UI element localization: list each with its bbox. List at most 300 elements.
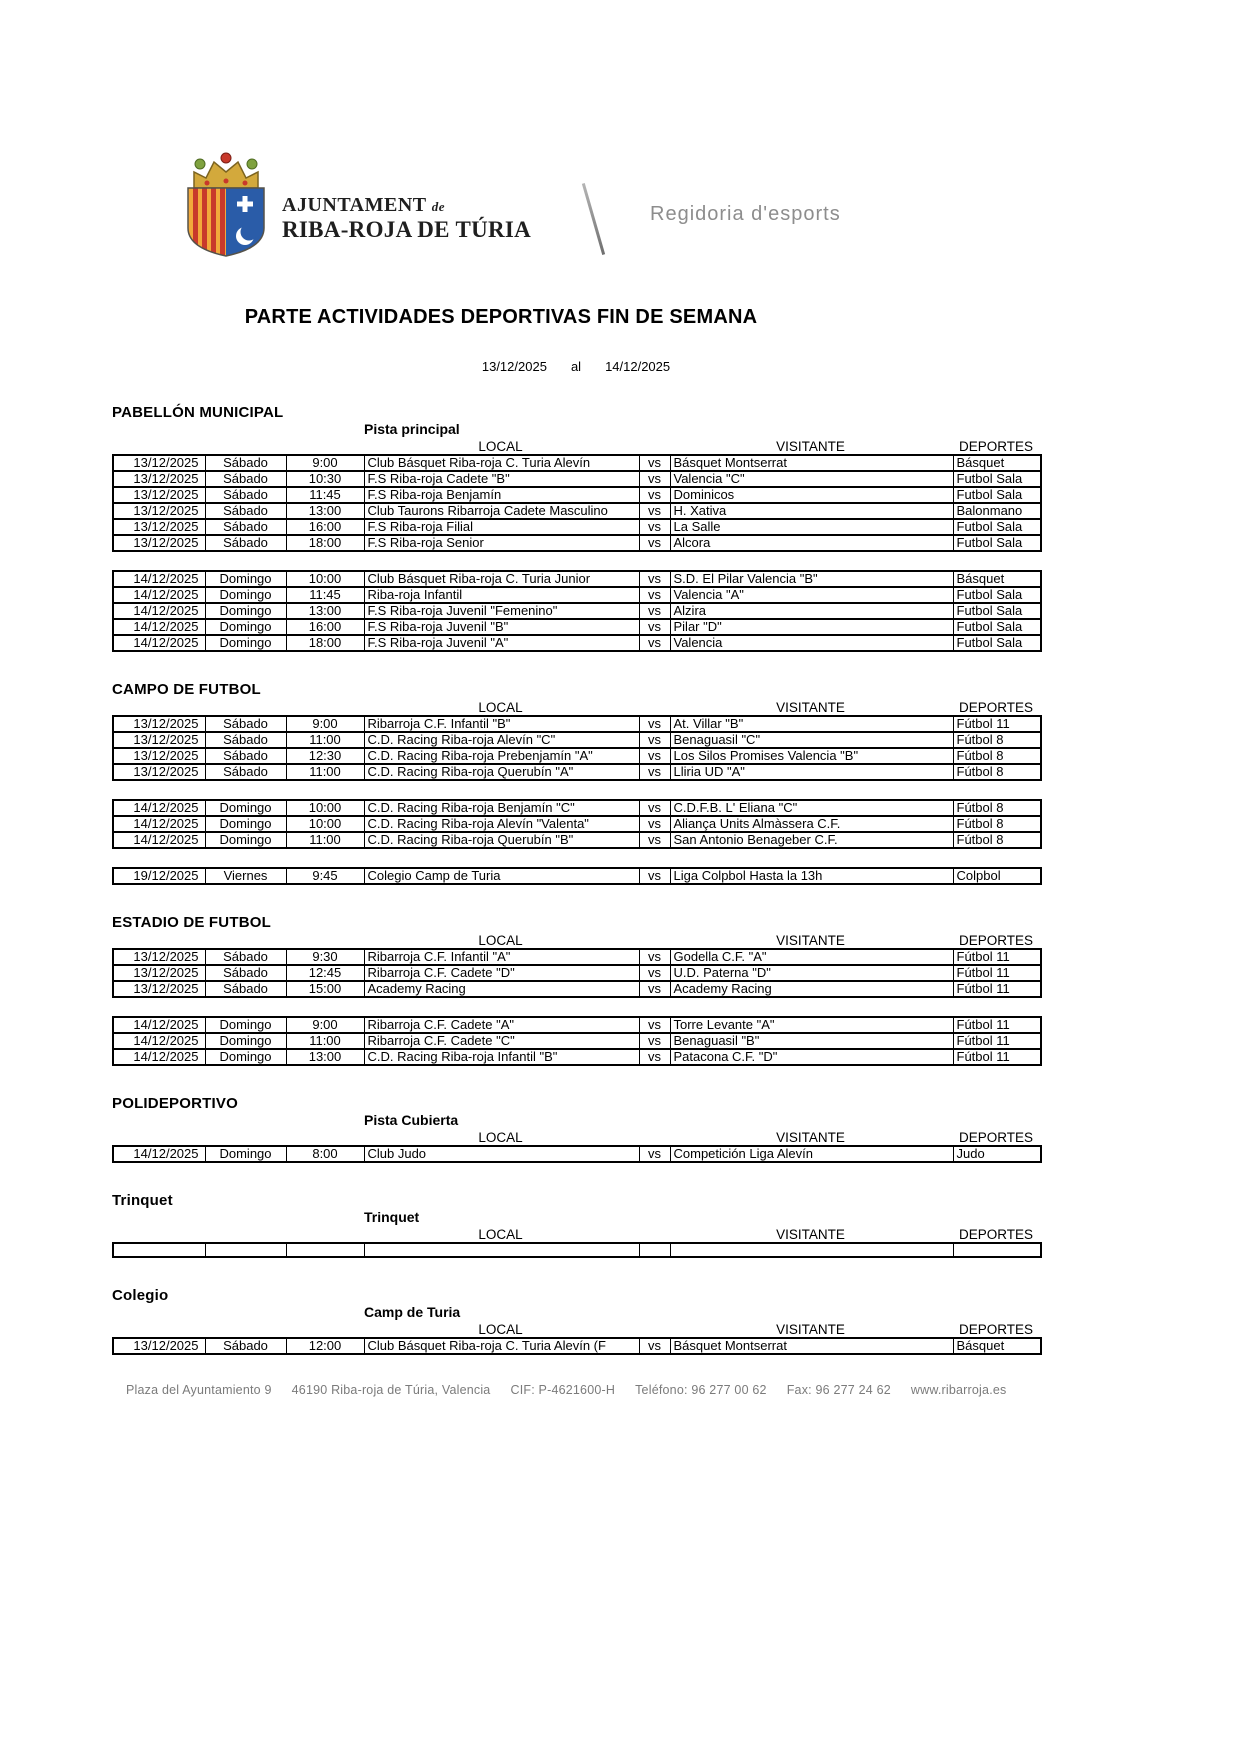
cell-visitante: Lliria UD "A" bbox=[670, 764, 953, 780]
head-table bbox=[112, 437, 1040, 454]
cell-date: 13/12/2025 bbox=[113, 965, 205, 981]
cell-local: F.S Riba-roja Juvenil "Femenino" bbox=[364, 603, 639, 619]
grid-table bbox=[112, 570, 1042, 652]
table-row bbox=[113, 503, 1041, 519]
section bbox=[112, 682, 1040, 885]
page-title: PARTE ACTIVIDADES DEPORTIVAS FIN DE SEMANA bbox=[244, 306, 758, 328]
cell-time: 13:00 bbox=[286, 1049, 364, 1065]
cell-time: 9:00 bbox=[286, 455, 364, 471]
column-header-visitante: VISITANTE bbox=[776, 933, 845, 948]
cell-date: 13/12/2025 bbox=[113, 519, 205, 535]
cell-local: Club Básquet Riba-roja C. Turia Alevín (F bbox=[364, 1338, 639, 1354]
table-row bbox=[113, 603, 1041, 619]
cell-vs: vs bbox=[639, 487, 670, 503]
grid-table bbox=[112, 1016, 1042, 1066]
grid-table bbox=[112, 799, 1042, 849]
cell-visitante: H. Xativa bbox=[670, 503, 953, 519]
section-subtitle: Pista principal bbox=[364, 421, 460, 437]
section bbox=[112, 1096, 1040, 1163]
cell-vs: vs bbox=[639, 1017, 670, 1033]
cell-local: Club Básquet Riba-roja C. Turia Junior bbox=[364, 571, 639, 587]
cell-day: Sábado bbox=[205, 519, 286, 535]
cell-local: C.D. Racing Riba-roja Infantil "B" bbox=[364, 1049, 639, 1065]
section-title: Colegio bbox=[112, 1287, 169, 1304]
section-title: Trinquet bbox=[112, 1192, 173, 1209]
section bbox=[112, 1288, 1040, 1355]
cell-date: 13/12/2025 bbox=[113, 716, 205, 732]
cell-time: 11:45 bbox=[286, 587, 364, 603]
cell-visitante: La Salle bbox=[670, 519, 953, 535]
column-header-spacer bbox=[638, 1320, 669, 1337]
footer bbox=[126, 1383, 1086, 1397]
cell-time: 9:45 bbox=[286, 868, 364, 884]
cell-vs: vs bbox=[639, 748, 670, 764]
cell-date bbox=[113, 1243, 205, 1257]
table-row bbox=[113, 832, 1041, 848]
cell-visitante: C.D.F.B. L' Eliana "C" bbox=[670, 800, 953, 816]
cell-visitante: Benaguasil "B" bbox=[670, 1033, 953, 1049]
table-row bbox=[113, 816, 1041, 832]
cell-date: 14/12/2025 bbox=[113, 832, 205, 848]
cell-date: 13/12/2025 bbox=[113, 487, 205, 503]
cell-local: F.S Riba-roja Filial bbox=[364, 519, 639, 535]
cell-visitante: Valencia "A" bbox=[670, 587, 953, 603]
cell-vs: vs bbox=[639, 455, 670, 471]
cell-date: 14/12/2025 bbox=[113, 1033, 205, 1049]
cell-deporte: Básquet bbox=[953, 571, 1041, 587]
cell-day: Domingo bbox=[205, 800, 286, 816]
column-header-spacer bbox=[638, 1225, 669, 1242]
footer-cif: CIF: P-4621600-H bbox=[510, 1383, 616, 1397]
grid-table bbox=[112, 1145, 1042, 1163]
cell-deporte: Futbol Sala bbox=[953, 535, 1041, 551]
table-row bbox=[113, 1017, 1041, 1033]
org-line1: AJUNTAMENT bbox=[282, 194, 427, 216]
cell-vs: vs bbox=[639, 965, 670, 981]
cell-date: 14/12/2025 bbox=[113, 603, 205, 619]
column-header-local: LOCAL bbox=[478, 439, 523, 454]
table-row bbox=[113, 716, 1041, 732]
cell-deporte: Fútbol 11 bbox=[953, 981, 1041, 997]
date-from: 13/12/2025 bbox=[481, 359, 547, 374]
cell-deporte: Judo bbox=[953, 1146, 1041, 1162]
cell-visitante: Godella C.F. "A" bbox=[670, 949, 953, 965]
cell-vs: vs bbox=[639, 1049, 670, 1065]
column-header-spacer bbox=[112, 1128, 204, 1145]
table-row bbox=[113, 965, 1041, 981]
cell-visitante: Pilar "D" bbox=[670, 619, 953, 635]
column-header-deportes: DEPORTES bbox=[958, 1130, 1034, 1145]
cell-vs: vs bbox=[639, 571, 670, 587]
cell-date: 13/12/2025 bbox=[113, 732, 205, 748]
date-range bbox=[112, 359, 1040, 375]
cell-deporte: Futbol Sala bbox=[953, 635, 1041, 651]
cell-visitante: Valencia bbox=[670, 635, 953, 651]
head-table bbox=[112, 1128, 1040, 1145]
cell-time: 11:00 bbox=[286, 764, 364, 780]
column-header-deportes: DEPORTES bbox=[958, 700, 1034, 715]
cell-visitante: Alzira bbox=[670, 603, 953, 619]
cell-day: Viernes bbox=[205, 868, 286, 884]
column-header-visitante: VISITANTE bbox=[776, 700, 845, 715]
column-header-local: LOCAL bbox=[478, 1130, 523, 1145]
cell-day: Domingo bbox=[205, 1033, 286, 1049]
head-table bbox=[112, 931, 1040, 948]
cell-local: F.S Riba-roja Benjamín bbox=[364, 487, 639, 503]
cell-day: Domingo bbox=[205, 832, 286, 848]
column-header-deportes: DEPORTES bbox=[958, 439, 1034, 454]
cell-deporte: Fútbol 11 bbox=[953, 1049, 1041, 1065]
cell-deporte: Futbol Sala bbox=[953, 471, 1041, 487]
column-header-spacer bbox=[638, 698, 669, 715]
column-header-local: LOCAL bbox=[478, 1322, 523, 1337]
cell-date: 14/12/2025 bbox=[113, 619, 205, 635]
table-row bbox=[113, 748, 1041, 764]
grid-table bbox=[112, 948, 1042, 998]
footer-fax: Fax: 96 277 24 62 bbox=[786, 1383, 891, 1397]
cell-date: 13/12/2025 bbox=[113, 535, 205, 551]
cell-time: 18:00 bbox=[286, 535, 364, 551]
cell-local: Ribarroja C.F. Infantil "B" bbox=[364, 716, 639, 732]
cell-vs: vs bbox=[639, 1338, 670, 1354]
column-header-spacer bbox=[638, 437, 669, 454]
grid-table bbox=[112, 454, 1042, 552]
cell-time: 9:00 bbox=[286, 1017, 364, 1033]
grid-table bbox=[112, 1337, 1042, 1355]
cell-date: 13/12/2025 bbox=[113, 471, 205, 487]
cell-day: Sábado bbox=[205, 965, 286, 981]
cell-local: Colegio Camp de Turia bbox=[364, 868, 639, 884]
cell-date: 14/12/2025 bbox=[113, 635, 205, 651]
org-line2: RIBA-ROJA DE TÚRIA bbox=[282, 217, 532, 242]
cell-date: 13/12/2025 bbox=[113, 503, 205, 519]
column-header-spacer bbox=[285, 1320, 363, 1337]
cell-visitante: Liga Colpbol Hasta la 13h bbox=[670, 868, 953, 884]
cell-day: Domingo bbox=[205, 1146, 286, 1162]
cell-date: 14/12/2025 bbox=[113, 1049, 205, 1065]
cell-day: Domingo bbox=[205, 1049, 286, 1065]
cell-time: 10:00 bbox=[286, 800, 364, 816]
cell-deporte: Fútbol 8 bbox=[953, 764, 1041, 780]
column-header-visitante: VISITANTE bbox=[776, 1227, 845, 1242]
cell-deporte: Fútbol 8 bbox=[953, 748, 1041, 764]
cell-time: 11:00 bbox=[286, 832, 364, 848]
cell-visitante: At. Villar "B" bbox=[670, 716, 953, 732]
column-header-spacer bbox=[204, 1320, 285, 1337]
cell-date: 13/12/2025 bbox=[113, 949, 205, 965]
cell-day: Sábado bbox=[205, 1338, 286, 1354]
cell-day: Domingo bbox=[205, 587, 286, 603]
cell-time: 16:00 bbox=[286, 619, 364, 635]
grid-table bbox=[112, 715, 1042, 781]
cell-time: 15:00 bbox=[286, 981, 364, 997]
footer-website: www.ribarroja.es bbox=[910, 1383, 1007, 1397]
org-particle: de bbox=[431, 199, 446, 214]
cell-visitante: Los Silos Promises Valencia "B" bbox=[670, 748, 953, 764]
cell-day: Sábado bbox=[205, 455, 286, 471]
cell-deporte: Balonmano bbox=[953, 503, 1041, 519]
cell-day bbox=[205, 1243, 286, 1257]
cell-local: Club Taurons Ribarroja Cadete Masculino bbox=[364, 503, 639, 519]
date-to: 14/12/2025 bbox=[605, 359, 671, 374]
head-table bbox=[112, 1225, 1040, 1242]
cell-deporte: Básquet bbox=[953, 455, 1041, 471]
cell-vs: vs bbox=[639, 503, 670, 519]
cell-local: Ribarroja C.F. Infantil "A" bbox=[364, 949, 639, 965]
cell-local: Ribarroja C.F. Cadete "D" bbox=[364, 965, 639, 981]
cell-visitante: Básquet Montserrat bbox=[670, 455, 953, 471]
column-header-deportes: DEPORTES bbox=[958, 1322, 1034, 1337]
table-row bbox=[113, 949, 1041, 965]
column-header-local: LOCAL bbox=[478, 700, 523, 715]
organization-name bbox=[282, 194, 531, 242]
cell-day: Sábado bbox=[205, 487, 286, 503]
cell-deporte: Futbol Sala bbox=[953, 519, 1041, 535]
cell-vs: vs bbox=[639, 519, 670, 535]
column-header-spacer bbox=[285, 698, 363, 715]
cell-local: F.S Riba-roja Juvenil "B" bbox=[364, 619, 639, 635]
cell-local: F.S Riba-roja Cadete "B" bbox=[364, 471, 639, 487]
column-header-spacer bbox=[112, 1320, 204, 1337]
cell-date: 14/12/2025 bbox=[113, 816, 205, 832]
cell-visitante: Aliança Units Almàssera C.F. bbox=[670, 816, 953, 832]
section-subtitle: Camp de Turia bbox=[364, 1304, 461, 1320]
cell-visitante: Benaguasil "C" bbox=[670, 732, 953, 748]
cell-deporte: Fútbol 8 bbox=[953, 832, 1041, 848]
sections-container bbox=[112, 405, 1040, 1355]
column-header-local: LOCAL bbox=[478, 933, 523, 948]
cell-time: 18:00 bbox=[286, 635, 364, 651]
cell-day: Domingo bbox=[205, 619, 286, 635]
table-row bbox=[113, 619, 1041, 635]
department-name: Regidoria d'esports bbox=[650, 203, 841, 225]
cell-vs: vs bbox=[639, 816, 670, 832]
cell-vs: vs bbox=[639, 535, 670, 551]
cell-time: 13:00 bbox=[286, 603, 364, 619]
column-header-spacer bbox=[285, 1128, 363, 1145]
section-title: PABELLÓN MUNICIPAL bbox=[112, 404, 284, 421]
table-row bbox=[113, 1338, 1041, 1354]
coat-of-arms-logo bbox=[180, 148, 272, 258]
cell-deporte: Fútbol 8 bbox=[953, 732, 1041, 748]
cell-deporte: Futbol Sala bbox=[953, 619, 1041, 635]
cell-date: 13/12/2025 bbox=[113, 455, 205, 471]
cell-local: Academy Racing bbox=[364, 981, 639, 997]
column-header-spacer bbox=[638, 931, 669, 948]
cell-date: 19/12/2025 bbox=[113, 868, 205, 884]
cell-visitante: Patacona C.F. "D" bbox=[670, 1049, 953, 1065]
cell-day: Sábado bbox=[205, 949, 286, 965]
column-header-spacer bbox=[112, 931, 204, 948]
column-header-visitante: VISITANTE bbox=[776, 1322, 845, 1337]
cell-day: Domingo bbox=[205, 635, 286, 651]
cell-time: 10:00 bbox=[286, 571, 364, 587]
column-header-spacer bbox=[285, 1225, 363, 1242]
cell-time: 12:00 bbox=[286, 1338, 364, 1354]
section-title: CAMPO DE FUTBOL bbox=[112, 681, 261, 698]
head-table bbox=[112, 1320, 1040, 1337]
cell-visitante: Academy Racing bbox=[670, 981, 953, 997]
table-row bbox=[113, 868, 1041, 884]
cell-deporte: Fútbol 11 bbox=[953, 965, 1041, 981]
cell-visitante: U.D. Paterna "D" bbox=[670, 965, 953, 981]
table-row bbox=[113, 535, 1041, 551]
table-row bbox=[113, 981, 1041, 997]
diagonal-separator bbox=[582, 183, 605, 255]
cell-time: 9:00 bbox=[286, 716, 364, 732]
table-row bbox=[113, 519, 1041, 535]
section-title: POLIDEPORTIVO bbox=[112, 1095, 238, 1112]
cell-day: Domingo bbox=[205, 816, 286, 832]
column-header-local: LOCAL bbox=[478, 1227, 523, 1242]
cell-local: Club Básquet Riba-roja C. Turia Alevín bbox=[364, 455, 639, 471]
cell-vs: vs bbox=[639, 868, 670, 884]
table-row bbox=[113, 732, 1041, 748]
column-header-deportes: DEPORTES bbox=[958, 933, 1034, 948]
cell-day: Sábado bbox=[205, 732, 286, 748]
cell-visitante: Torre Levante "A" bbox=[670, 1017, 953, 1033]
table-row bbox=[113, 571, 1041, 587]
cell-date: 14/12/2025 bbox=[113, 1017, 205, 1033]
cell-time: 9:30 bbox=[286, 949, 364, 965]
column-header-spacer bbox=[204, 1128, 285, 1145]
table-row bbox=[113, 455, 1041, 471]
cell-local: Ribarroja C.F. Cadete "C" bbox=[364, 1033, 639, 1049]
cell-deporte: Fútbol 8 bbox=[953, 816, 1041, 832]
cell-vs bbox=[639, 1243, 670, 1257]
cell-deporte: Fútbol 11 bbox=[953, 1033, 1041, 1049]
cell-vs: vs bbox=[639, 635, 670, 651]
cell-day: Sábado bbox=[205, 748, 286, 764]
table-row bbox=[113, 471, 1041, 487]
cell-time: 11:45 bbox=[286, 487, 364, 503]
shield-icon bbox=[188, 188, 264, 258]
footer-city: 46190 Riba-roja de Túria, Valencia bbox=[291, 1383, 491, 1397]
cell-visitante: San Antonio Benageber C.F. bbox=[670, 832, 953, 848]
cell-local: Ribarroja C.F. Cadete "A" bbox=[364, 1017, 639, 1033]
cell-day: Domingo bbox=[205, 603, 286, 619]
cell-date: 13/12/2025 bbox=[113, 1338, 205, 1354]
cell-day: Sábado bbox=[205, 764, 286, 780]
cell-visitante: Alcora bbox=[670, 535, 953, 551]
cell-local: C.D. Racing Riba-roja Alevín "Valenta" bbox=[364, 816, 639, 832]
cell-time: 12:30 bbox=[286, 748, 364, 764]
footer-address: Plaza del Ayuntamiento 9 bbox=[126, 1383, 272, 1397]
section-subtitle: Trinquet bbox=[364, 1209, 420, 1225]
cell-date: 13/12/2025 bbox=[113, 764, 205, 780]
cell-local: C.D. Racing Riba-roja Querubín "A" bbox=[364, 764, 639, 780]
cell-date: 14/12/2025 bbox=[113, 1146, 205, 1162]
cell-local: Riba-roja Infantil bbox=[364, 587, 639, 603]
cell-visitante: Competición Liga Alevín bbox=[670, 1146, 953, 1162]
section bbox=[112, 405, 1040, 652]
cell-deporte: Colpbol bbox=[953, 868, 1041, 884]
cell-local bbox=[364, 1243, 639, 1257]
cell-day: Sábado bbox=[205, 503, 286, 519]
cell-local: C.D. Racing Riba-roja Alevín "C" bbox=[364, 732, 639, 748]
cell-time bbox=[286, 1243, 364, 1257]
table-row bbox=[113, 764, 1041, 780]
cell-date: 13/12/2025 bbox=[113, 748, 205, 764]
section bbox=[112, 915, 1040, 1066]
cell-day: Sábado bbox=[205, 535, 286, 551]
cell-time: 11:00 bbox=[286, 1033, 364, 1049]
cell-date: 14/12/2025 bbox=[113, 587, 205, 603]
column-header-spacer bbox=[638, 1128, 669, 1145]
table-row bbox=[113, 1033, 1041, 1049]
cell-vs: vs bbox=[639, 603, 670, 619]
cell-vs: vs bbox=[639, 1146, 670, 1162]
cell-vs: vs bbox=[639, 800, 670, 816]
cell-local: C.D. Racing Riba-roja Benjamín "C" bbox=[364, 800, 639, 816]
cell-deporte: Fútbol 8 bbox=[953, 800, 1041, 816]
cell-time: 16:00 bbox=[286, 519, 364, 535]
cell-deporte: Fútbol 11 bbox=[953, 716, 1041, 732]
date-separator: al bbox=[570, 359, 582, 374]
footer-phone: Teléfono: 96 277 00 62 bbox=[635, 1383, 767, 1397]
table-row bbox=[113, 487, 1041, 503]
column-header-spacer bbox=[285, 437, 363, 454]
cell-deporte: Básquet bbox=[953, 1338, 1041, 1354]
cell-day: Domingo bbox=[205, 571, 286, 587]
cell-vs: vs bbox=[639, 949, 670, 965]
section bbox=[112, 1193, 1040, 1258]
cell-local: C.D. Racing Riba-roja Prebenjamín "A" bbox=[364, 748, 639, 764]
column-header-visitante: VISITANTE bbox=[776, 439, 845, 454]
column-header-spacer bbox=[204, 437, 285, 454]
cell-day: Sábado bbox=[205, 471, 286, 487]
cell-deporte bbox=[953, 1243, 1041, 1257]
cell-time: 8:00 bbox=[286, 1146, 364, 1162]
head-table bbox=[112, 698, 1040, 715]
cell-local: F.S Riba-roja Juvenil "A" bbox=[364, 635, 639, 651]
column-header-spacer bbox=[285, 931, 363, 948]
table-row bbox=[113, 1243, 1041, 1257]
cell-time: 10:30 bbox=[286, 471, 364, 487]
table-row bbox=[113, 800, 1041, 816]
cell-deporte: Futbol Sala bbox=[953, 603, 1041, 619]
cell-local: F.S Riba-roja Senior bbox=[364, 535, 639, 551]
cell-deporte: Fútbol 11 bbox=[953, 949, 1041, 965]
section-title: ESTADIO DE FUTBOL bbox=[112, 914, 271, 931]
cell-visitante: Valencia "C" bbox=[670, 471, 953, 487]
cell-deporte: Futbol Sala bbox=[953, 587, 1041, 603]
column-header-spacer bbox=[204, 698, 285, 715]
table-row bbox=[113, 1146, 1041, 1162]
grid-table bbox=[112, 1242, 1042, 1258]
cell-vs: vs bbox=[639, 732, 670, 748]
crown-icon bbox=[194, 153, 258, 188]
cell-vs: vs bbox=[639, 832, 670, 848]
cell-local: C.D. Racing Riba-roja Querubín "B" bbox=[364, 832, 639, 848]
cell-visitante bbox=[670, 1243, 953, 1257]
table-row bbox=[113, 1049, 1041, 1065]
cell-vs: vs bbox=[639, 764, 670, 780]
cell-vs: vs bbox=[639, 716, 670, 732]
column-header-spacer bbox=[204, 931, 285, 948]
cell-visitante: Dominicos bbox=[670, 487, 953, 503]
cell-time: 10:00 bbox=[286, 816, 364, 832]
cell-vs: vs bbox=[639, 471, 670, 487]
cell-day: Sábado bbox=[205, 981, 286, 997]
cell-day: Domingo bbox=[205, 1017, 286, 1033]
cell-date: 14/12/2025 bbox=[113, 571, 205, 587]
grid-table bbox=[112, 867, 1042, 885]
column-header-spacer bbox=[204, 1225, 285, 1242]
cell-local: Club Judo bbox=[364, 1146, 639, 1162]
cell-date: 13/12/2025 bbox=[113, 981, 205, 997]
column-header-spacer bbox=[112, 437, 204, 454]
